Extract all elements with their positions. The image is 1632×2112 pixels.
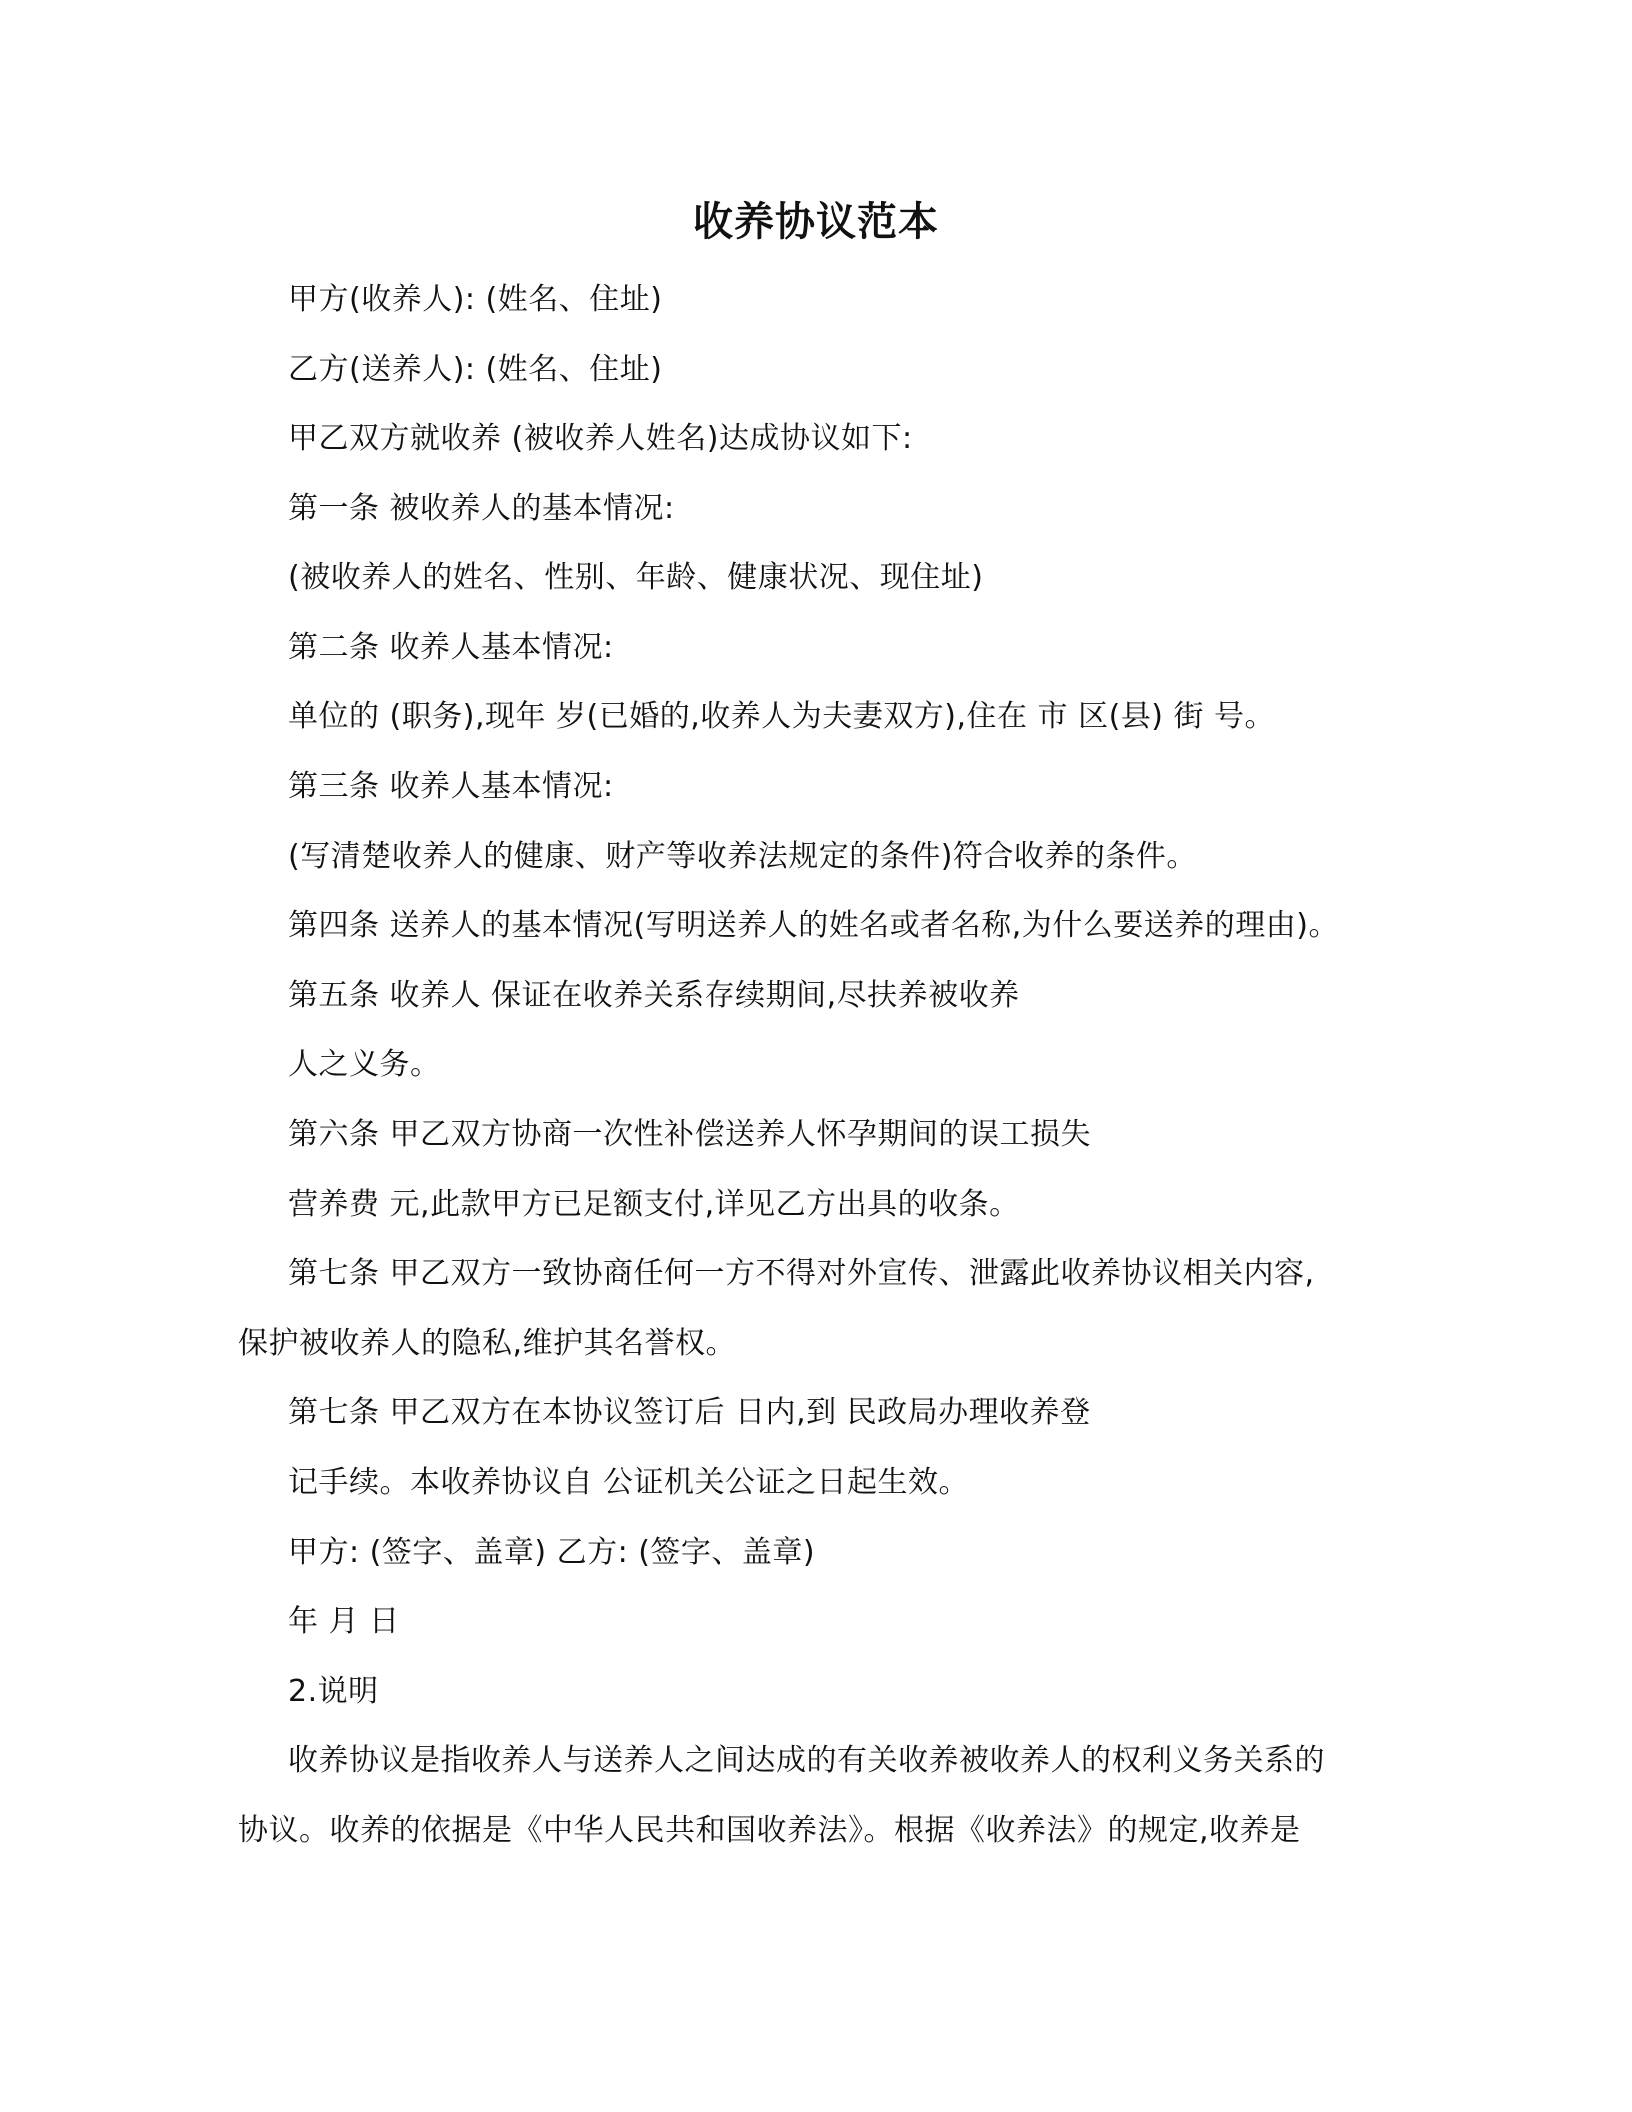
explanation-line-1: 收养协议是指收养人与送养人之间达成的有关收养被收养人的权利义务关系的 <box>288 1743 1325 1778</box>
article-5-line-1: 第五条 收养人 保证在收养关系存续期间,尽扶养被收养 <box>288 978 1020 1013</box>
section-heading: 2.说明 <box>288 1674 379 1709</box>
article-3-heading: 第三条 收养人基本情况: <box>288 769 614 804</box>
article-2-body: 单位的 (职务),现年 岁(已婚的,收养人为夫妻双方),住在 市 区(县) 街 号。 <box>288 699 1276 734</box>
article-4-line: 第四条 送养人的基本情况(写明送养人的姓名或者名称,为什么要送养的理由)。 <box>288 908 1339 943</box>
article-2-heading: 第二条 收养人基本情况: <box>288 630 614 665</box>
party-b-line: 乙方(送养人): (姓名、住址) <box>288 352 663 387</box>
article-7a-line-2: 保护被收养人的隐私,维护其名誉权。 <box>238 1326 737 1361</box>
agreement-intro-line: 甲乙双方就收养 (被收养人姓名)达成协议如下: <box>288 421 913 456</box>
signature-line: 甲方: (签字、盖章) 乙方: (签字、盖章) <box>288 1535 816 1570</box>
article-1-heading: 第一条 被收养人的基本情况: <box>288 491 675 526</box>
article-1-body: (被收养人的姓名、性别、年龄、健康状况、现住址) <box>288 560 984 595</box>
article-7a-line-1: 第七条 甲乙双方一致协商任何一方不得对外宣传、泄露此收养协议相关内容, <box>288 1256 1315 1291</box>
document-title: 收养协议范本 <box>693 199 939 245</box>
party-a-line: 甲方(收养人): (姓名、住址) <box>288 282 663 317</box>
article-7b-line-2: 记手续。本收养协议自 公证机关公证之日起生效。 <box>288 1465 970 1500</box>
article-6-line-1: 第六条 甲乙双方协商一次性补偿送养人怀孕期间的误工损失 <box>288 1117 1092 1152</box>
article-3-body: (写清楚收养人的健康、财产等收养法规定的条件)符合收养的条件。 <box>288 839 1197 874</box>
article-7b-line-1: 第七条 甲乙双方在本协议签订后 日内,到 民政局办理收养登 <box>288 1395 1091 1430</box>
article-5-line-2: 人之义务。 <box>288 1047 441 1082</box>
date-line: 年 月 日 <box>288 1604 400 1639</box>
explanation-line-2: 协议。收养的依据是《中华人民共和国收养法》。根据《收养法》的规定,收养是 <box>238 1813 1301 1848</box>
article-6-line-2: 营养费 元,此款甲方已足额支付,详见乙方出具的收条。 <box>288 1187 1020 1222</box>
